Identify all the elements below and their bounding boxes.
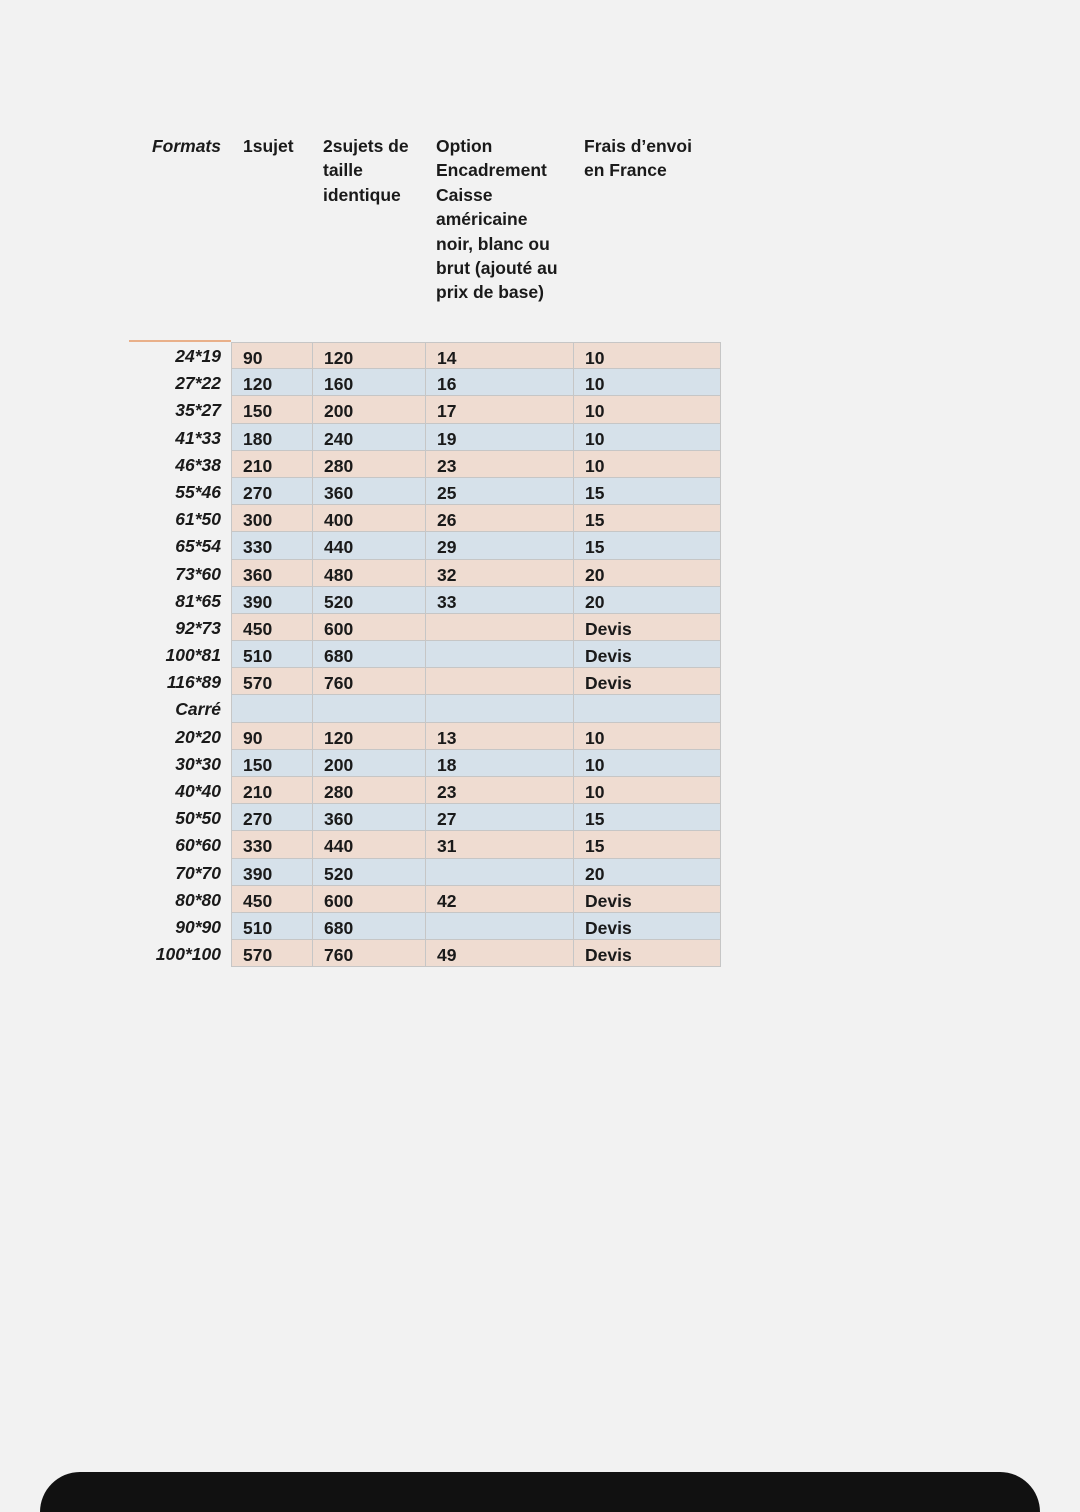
shipping-fee-cell: 20 — [585, 863, 605, 884]
price-two-subjects-cell: 360 — [313, 478, 426, 504]
row-cells — [231, 695, 721, 722]
row-cells — [231, 614, 721, 641]
format-label: 90*90 — [175, 916, 221, 937]
price-two-subjects-cell: 360 — [313, 804, 426, 830]
table-row — [0, 478, 1080, 505]
price-two-subjects-cell: 280 — [313, 451, 426, 477]
row-cells — [231, 641, 721, 668]
row-cells — [231, 587, 721, 614]
row-cells — [231, 505, 721, 532]
format-label: 80*80 — [175, 889, 221, 910]
frame-option-price-cell — [426, 641, 574, 667]
shipping-fee-cell: 20 — [585, 564, 605, 585]
price-one-subject-cell: 360 — [232, 560, 313, 586]
table-row — [0, 396, 1080, 423]
format-label: 92*73 — [175, 617, 221, 638]
shipping-fee-cell: Devis — [585, 646, 632, 667]
format-label: 50*50 — [175, 808, 221, 829]
price-one-subject-cell: 300 — [232, 505, 313, 531]
table-row — [0, 723, 1080, 750]
price-one-subject-cell: 120 — [232, 369, 313, 395]
frame-option-price-cell: 27 — [426, 804, 574, 830]
price-two-subjects-cell: 680 — [313, 641, 426, 667]
price-one-subject-cell: 330 — [232, 831, 313, 857]
row-cells — [231, 913, 721, 940]
price-two-subjects-cell: 520 — [313, 859, 426, 885]
shipping-fee-cell: Devis — [585, 618, 632, 639]
price-two-subjects-cell: 760 — [313, 940, 426, 966]
row-cells — [231, 777, 721, 804]
price-one-subject-cell: 570 — [232, 940, 313, 966]
row-cells — [231, 532, 721, 559]
price-two-subjects-cell: 160 — [313, 369, 426, 395]
price-two-subjects-cell: 520 — [313, 587, 426, 613]
format-label: 73*60 — [175, 563, 221, 584]
price-two-subjects-cell: 760 — [313, 668, 426, 694]
table-row — [0, 641, 1080, 668]
format-label: 81*65 — [175, 590, 221, 611]
price-two-subjects-cell: 280 — [313, 777, 426, 803]
shipping-fee-cell: 10 — [585, 348, 605, 368]
table-row — [0, 369, 1080, 396]
shipping-fee-cell: 10 — [585, 727, 605, 748]
frame-option-price-cell: 42 — [426, 886, 574, 912]
row-cells — [231, 723, 721, 750]
row-cells — [231, 478, 721, 505]
table-row — [0, 886, 1080, 913]
header-one-subject: 1sujet — [243, 136, 294, 156]
frame-option-price-cell: 32 — [426, 560, 574, 586]
frame-option-price-cell: 13 — [426, 723, 574, 749]
price-two-subjects-cell: 120 — [313, 723, 426, 749]
frame-option-price-cell: 29 — [426, 532, 574, 558]
shipping-fee-cell: 20 — [585, 591, 605, 612]
shipping-fee-cell: Devis — [585, 673, 632, 694]
bottom-navigation-bar — [40, 1472, 1040, 1512]
format-label: 60*60 — [175, 835, 221, 856]
frame-option-price-cell: 26 — [426, 505, 574, 531]
price-two-subjects-cell: 200 — [313, 396, 426, 422]
shipping-fee-cell: 10 — [585, 374, 605, 395]
frame-option-price-cell: 49 — [426, 940, 574, 966]
price-one-subject-cell: 450 — [232, 886, 313, 912]
frame-option-price-cell — [426, 695, 574, 721]
shipping-fee-cell: 15 — [585, 836, 605, 857]
frame-option-price-cell — [426, 614, 574, 640]
format-label: 55*46 — [175, 481, 221, 502]
price-two-subjects-cell: 240 — [313, 424, 426, 450]
format-label: 20*20 — [175, 726, 221, 747]
row-cells — [231, 451, 721, 478]
table-row — [0, 342, 1080, 369]
format-label: Carré — [175, 699, 221, 720]
format-label: 41*33 — [175, 427, 221, 448]
shipping-fee-cell: 10 — [585, 754, 605, 775]
price-two-subjects-cell: 480 — [313, 560, 426, 586]
price-one-subject-cell: 210 — [232, 451, 313, 477]
table-row — [0, 804, 1080, 831]
shipping-fee-cell — [574, 695, 721, 721]
table-row — [0, 777, 1080, 804]
row-cells — [231, 750, 721, 777]
shipping-fee-cell: 10 — [585, 455, 605, 476]
row-cells — [231, 668, 721, 695]
frame-option-price-cell — [426, 913, 574, 939]
table-row — [0, 532, 1080, 559]
format-label: 70*70 — [175, 862, 221, 883]
row-cells — [231, 940, 721, 967]
frame-option-price-cell: 33 — [426, 587, 574, 613]
shipping-fee-cell: 10 — [585, 782, 605, 802]
header-two-subjects: 2sujets de taille identique — [323, 136, 409, 205]
format-label: 100*100 — [155, 944, 221, 965]
format-label: 30*30 — [175, 753, 221, 774]
row-cells — [231, 804, 721, 831]
price-one-subject-cell: 390 — [232, 587, 313, 613]
frame-option-price-cell: 18 — [426, 750, 574, 776]
table-row — [0, 695, 1080, 722]
row-cells — [231, 396, 721, 423]
price-one-subject-cell: 90 — [232, 723, 313, 749]
format-label: 46*38 — [175, 454, 221, 475]
table-row — [0, 505, 1080, 532]
shipping-fee-cell: 15 — [585, 537, 605, 558]
frame-option-price-cell: 23 — [426, 451, 574, 477]
price-one-subject-cell: 150 — [232, 396, 313, 422]
shipping-fee-cell: 10 — [585, 428, 605, 449]
row-cells — [231, 369, 721, 396]
price-two-subjects-cell: 440 — [313, 831, 426, 857]
price-two-subjects-cell — [313, 695, 426, 721]
price-two-subjects-cell: 600 — [313, 886, 426, 912]
price-one-subject-cell: 330 — [232, 532, 313, 558]
format-label: 35*27 — [175, 400, 221, 421]
table-row — [0, 614, 1080, 641]
table-row — [0, 913, 1080, 940]
frame-option-price-cell: 19 — [426, 424, 574, 450]
shipping-fee-cell: Devis — [585, 917, 632, 938]
table-row — [0, 750, 1080, 777]
format-label: 40*40 — [175, 781, 221, 801]
price-two-subjects-cell: 680 — [313, 913, 426, 939]
shipping-fee-cell: Devis — [585, 890, 632, 911]
price-one-subject-cell: 270 — [232, 804, 313, 830]
price-one-subject-cell: 150 — [232, 750, 313, 776]
price-one-subject-cell: 510 — [232, 641, 313, 667]
frame-option-price-cell: 16 — [426, 369, 574, 395]
table-row — [0, 424, 1080, 451]
row-cells — [231, 831, 721, 858]
price-one-subject-cell: 510 — [232, 913, 313, 939]
frame-option-price-cell — [426, 859, 574, 885]
table-row — [0, 940, 1080, 967]
format-label: 61*50 — [175, 509, 221, 530]
row-cells — [231, 886, 721, 913]
shipping-fee-cell: 15 — [585, 809, 605, 830]
price-two-subjects-cell: 600 — [313, 614, 426, 640]
row-cells — [231, 424, 721, 451]
row-cells — [231, 859, 721, 886]
price-two-subjects-cell: 400 — [313, 505, 426, 531]
price-one-subject-cell: 210 — [232, 777, 313, 803]
table-row — [0, 668, 1080, 695]
shipping-fee-cell: 15 — [585, 482, 605, 503]
frame-option-price-cell — [426, 668, 574, 694]
format-label: 65*54 — [175, 536, 221, 557]
price-one-subject-cell — [232, 695, 313, 721]
price-one-subject-cell: 180 — [232, 424, 313, 450]
price-one-subject-cell: 270 — [232, 478, 313, 504]
price-one-subject-cell: 390 — [232, 859, 313, 885]
format-label: 100*81 — [165, 645, 221, 666]
row-cells — [231, 342, 721, 369]
header-shipping-fees: Frais d’envoi en France — [584, 136, 692, 181]
format-label: 116*89 — [166, 672, 221, 693]
frame-option-price-cell: 25 — [426, 478, 574, 504]
format-label: 27*22 — [175, 373, 221, 394]
frame-option-price-cell: 31 — [426, 831, 574, 857]
frame-option-price-cell: 23 — [426, 777, 574, 803]
frame-option-price-cell: 14 — [426, 343, 574, 368]
table-row — [0, 451, 1080, 478]
table-row — [0, 831, 1080, 858]
frame-option-price-cell: 17 — [426, 396, 574, 422]
table-row — [0, 587, 1080, 614]
header-frame-option: Option Encadrement Caisse américaine noir, blanc ou brut (ajouté au prix de base) — [436, 136, 558, 303]
shipping-fee-cell: 15 — [585, 510, 605, 531]
table-header — [0, 134, 1080, 324]
shipping-fee-cell: Devis — [585, 945, 632, 966]
price-two-subjects-cell: 440 — [313, 532, 426, 558]
table-row — [0, 859, 1080, 886]
price-table — [0, 342, 1080, 967]
price-two-subjects-cell: 200 — [313, 750, 426, 776]
header-formats: Formats — [151, 136, 221, 156]
table-row — [0, 560, 1080, 587]
price-two-subjects-cell: 120 — [313, 343, 426, 368]
row-cells — [231, 560, 721, 587]
price-one-subject-cell: 570 — [232, 668, 313, 694]
price-one-subject-cell: 450 — [232, 614, 313, 640]
price-one-subject-cell: 90 — [232, 343, 313, 368]
shipping-fee-cell: 10 — [585, 401, 605, 422]
format-label: 24*19 — [175, 346, 221, 366]
